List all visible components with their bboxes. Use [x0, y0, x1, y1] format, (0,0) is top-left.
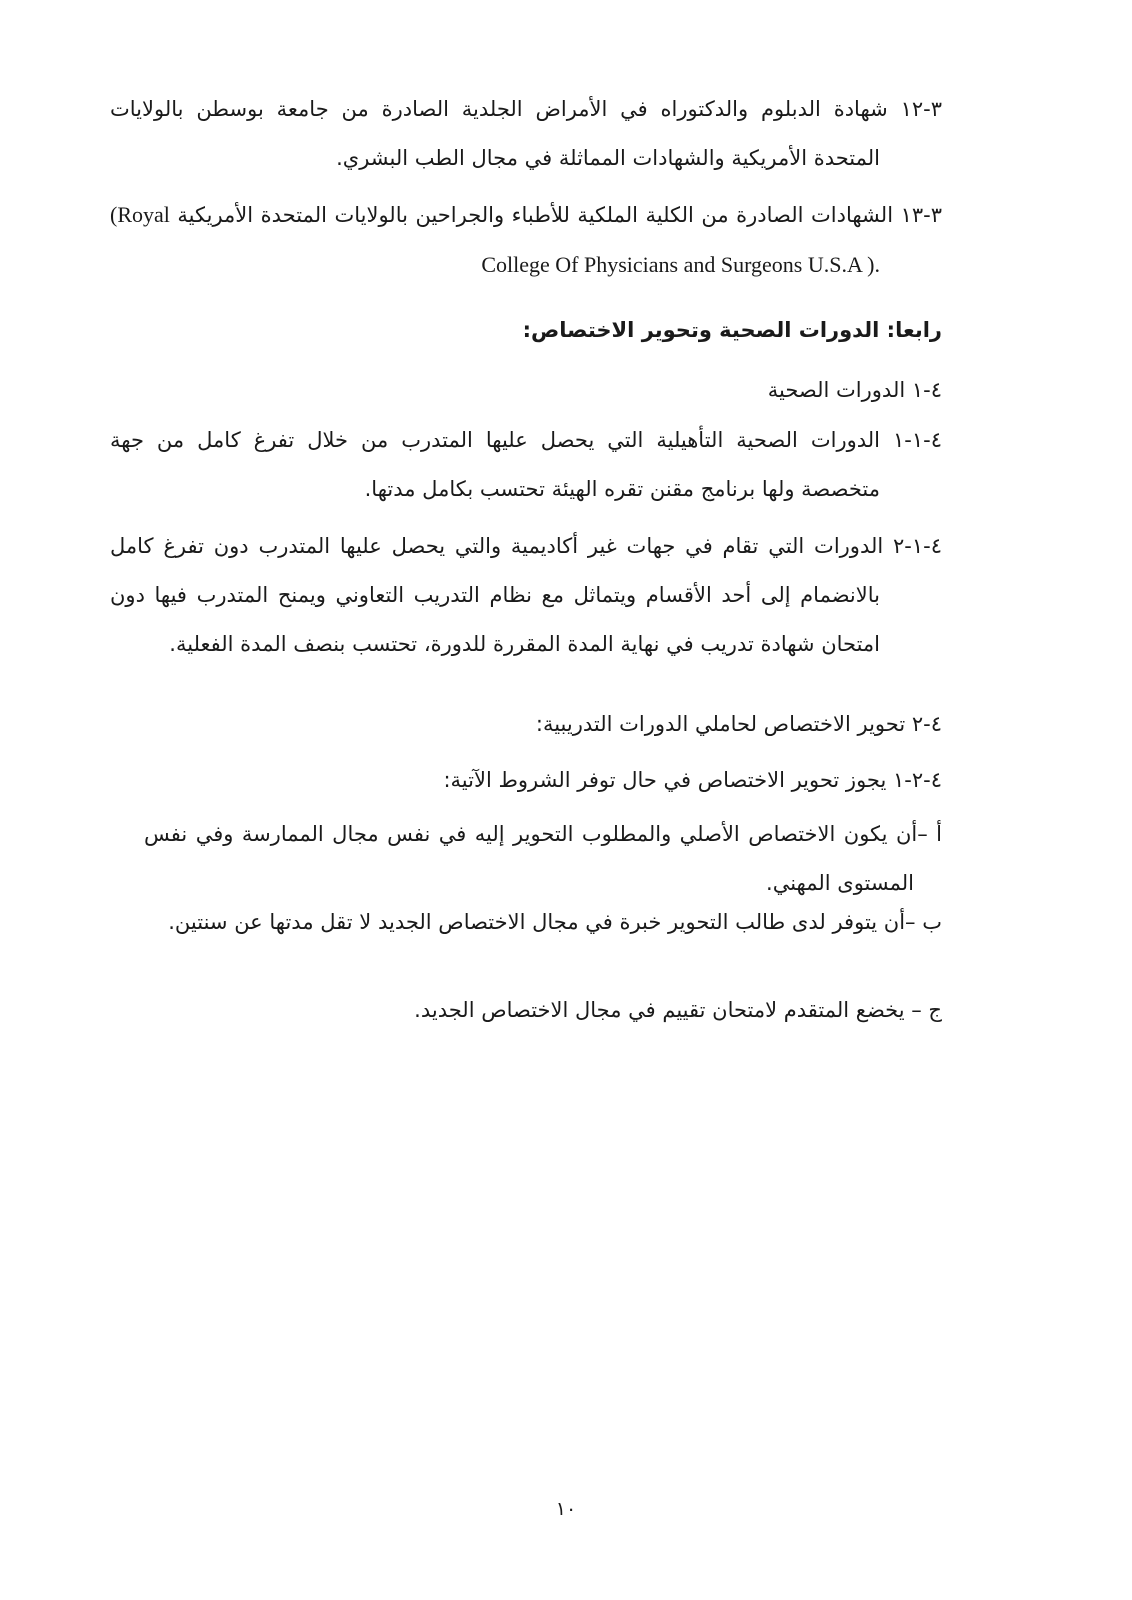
section-heading-fourth: رابعا: الدورات الصحية وتحوير الاختصاص:: [522, 318, 942, 342]
paragraph-4-1-2: ٤-١-٢ الدورات التي تقام في جهات غير أكاديمية والتي يحصل عليها المتدرب دون تفرغ كامل بالانضمام إلى أحد الأقسام ويتماثل مع نظام التدريب التعاوني ويمنح المتدرب فيها دون امتحان شهادة تدريب في نهاية المدة المقررة للدورة، تحتسب بنصف المدة الفعلية.: [110, 534, 942, 656]
page-number: ١٠: [555, 1498, 577, 1520]
paragraph-4-1: ٤-١ الدورات الصحية: [767, 378, 942, 402]
condition-c: ج – يخضع المتقدم لامتحان تقييم في مجال الاختصاص الجديد.: [414, 998, 942, 1022]
paragraph-4-2-1: ٤-٢-١ يجوز تحوير الاختصاص في حال توفر الشروط الآتية:: [443, 768, 942, 792]
paragraph-4-1-1: ٤-١-١ الدورات الصحية التأهيلية التي يحصل عليها المتدرب من خلال تفرغ كامل من جهة متخصصة ولها برنامج مقنن تقره الهيئة تحتسب بكامل مدتها.: [110, 428, 942, 501]
paragraph-3-13-english: (Royal College Of Physicians and Surgeons U.S.A ).: [110, 202, 880, 277]
condition-b: ب –أن يتوفر لدى طالب التحوير خبرة في مجال الاختصاص الجديد لا تقل مدتها عن سنتين.: [168, 910, 942, 934]
paragraph-3-12: ٣-١٢ شهادة الدبلوم والدكتوراه في الأمراض الجلدية الصادرة من جامعة بوسطن بالولايات المتحدة الأمريكية والشهادات المماثلة في مجال الطب البشري.: [110, 97, 942, 170]
condition-a: أ –أن يكون الاختصاص الأصلي والمطلوب التحوير إليه في نفس مجال الممارسة وفي نفس المستوى المهني.: [144, 822, 942, 895]
paragraph-4-2: ٤-٢ تحوير الاختصاص لحاملي الدورات التدريبية:: [535, 712, 942, 736]
paragraph-3-13: [110, 190, 942, 290]
paragraph-3-13-arabic: ٣-١٣ الشهادات الصادرة من الكلية الملكية للأطباء والجراحين بالولايات المتحدة الأمريكية: [177, 203, 942, 227]
